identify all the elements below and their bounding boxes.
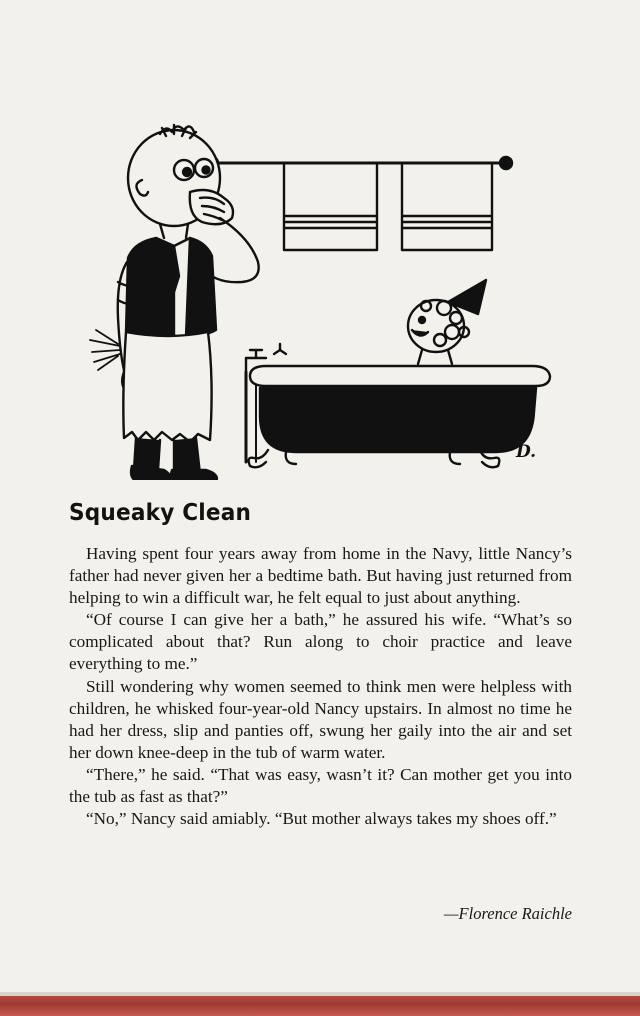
- father-figure-icon: [90, 125, 259, 480]
- story-paragraph-5: “No,” Nancy said amiably. “But mother always takes my shoes off.”: [86, 809, 557, 829]
- story-paragraph-2: “Of course I can give her a bath,” he assured his wife. “What’s so complicated about that? Run along to choir practice and leave everything to me.”: [69, 610, 572, 674]
- story-title: Squeaky Clean: [69, 500, 252, 526]
- artist-signature: D.: [516, 442, 537, 462]
- towel-rack-icon: [206, 157, 512, 250]
- story-paragraph-1: Having spent four years away from home in the Navy, little Nancy’s father had never given her a bedtime bath. But having just returned from helping to win a difficult war, he felt equal to just about anything.: [69, 544, 572, 608]
- child-in-tub-icon: [408, 280, 486, 364]
- cartoon-illustration: [60, 110, 580, 480]
- story-paragraph-4: “There,” he said. “That was easy, wasn’t it? Can mother get you into the tub as fast as that?”: [69, 764, 572, 807]
- story-paragraph-3: Still wondering why women seemed to think men were helpless with children, he whisked four-year-old Nancy upstairs. In almost no time he had her dress, slip and panties off, swung her gaily into the air and set her down knee-deep in the tub of warm water.: [69, 676, 572, 762]
- story-attribution: —Florence Raichle: [443, 904, 572, 923]
- bathtub-icon: [246, 344, 550, 467]
- story-body: [69, 543, 572, 830]
- book-cover-edge: [0, 996, 640, 1016]
